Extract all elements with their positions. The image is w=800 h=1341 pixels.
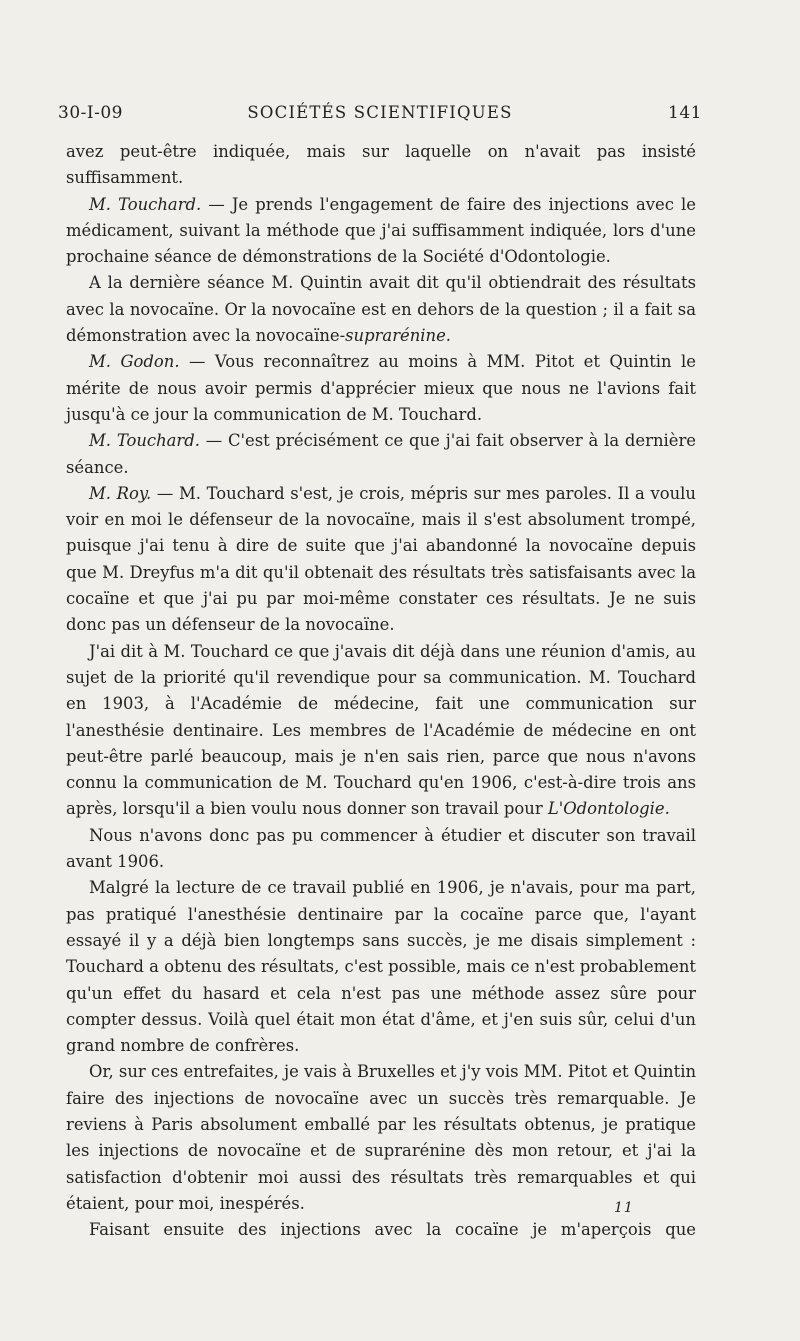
paragraph: M. Roy. — M. Touchard s'est, je crois, mépris sur mes paroles. Il a voulu voir en moi le défenseur de la novocaïne, mais il s'est absolument trompé, puisque j'ai tenu à dire de suite que j'ai abandonné la novocaïne depuis que M. Dreyfus m'a dit qu'il obtenait des résultats très satisfaisants avec la cocaïne et que j'ai pu par moi-même constater ces résultats. Je ne suis donc pas un défenseur de la novocaïne. [66, 483, 696, 635]
paragraph: avez peut-être indiquée, mais sur laquelle on n'avait pas insisté suffisamment. [66, 142, 696, 188]
signature-mark: 11 [614, 1200, 634, 1216]
speaker-name: M. Touchard. [89, 431, 200, 451]
running-head [58, 103, 702, 131]
speaker-name: M. Touchard. [89, 194, 202, 214]
paragraph: A la dernière séance M. Quintin avait dit qu'il obtiendrait des résultats avec la novocaïne. Or la novocaïne est en dehors de la question ; il a fait sa démonstration avec la novocaïne-suprarénine. [66, 273, 696, 346]
section-title: SOCIÉTÉS SCIENTIFIQUES [247, 103, 513, 122]
paragraph: M. Touchard. — Je prends l'engagement de faire des injections avec le médicament, suivant la méthode que j'ai suffisamment indiquée, lors d'une prochaine séance de démonstrations de la Société d'Odontologie. [66, 194, 696, 267]
page-number: 141 [668, 103, 702, 123]
emphasis: suprarénine. [345, 326, 451, 346]
speaker-name: M. Godon. [89, 352, 180, 372]
paragraph: Faisant ensuite des injections avec la cocaïne je m'aperçois que [89, 1220, 696, 1240]
issue-date: 30-I-09 [58, 103, 123, 123]
speaker-name: M. Roy. [89, 483, 152, 503]
emphasis: L'Odontologie. [547, 799, 670, 819]
body-text [66, 139, 696, 1243]
paragraph: J'ai dit à M. Touchard ce que j'avais dit déjà dans une réunion d'amis, au sujet de la priorité qu'il revendique pour sa communication. M. Touchard en 1903, à l'Académie de médecine, fait une communication sur l'anesthésie dentinaire. Les membres de l'Académie de médecine en ont peut-être parlé beaucoup, mais je n'en sais rien, parce que nous n'avons connu la communication de M. Touchard qu'en 1906, c'est-à-dire trois ans après, lorsqu'il a bien voulu nous donner son travail pour L'Odontologie. [66, 641, 696, 819]
paragraph: M. Godon. — Vous reconnaîtrez au moins à MM. Pitot et Quintin le mérite de nous avoir permis d'apprécier mieux que nous ne l'avions fait jusqu'à ce jour la communication de M. Touchard. [66, 352, 696, 424]
paragraph: Or, sur ces entrefaites, je vais à Bruxelles et j'y vois MM. Pitot et Quintin faire des injections de novocaïne avec un succès très remarquable. Je reviens à Paris absolument emballé par les résultats obtenus, je pratique les injections de novocaïne et de suprarénine dès mon retour, et j'ai la satisfaction d'obtenir moi aussi des résultats très remarquables et qui étaient, pour moi, inespérés. [66, 1062, 696, 1213]
paragraph: M. Touchard. — C'est précisément ce que j'ai fait observer à la dernière séance. [66, 431, 696, 477]
paragraph: Malgré la lecture de ce travail publié en 1906, je n'avais, pour ma part, pas pratiqué l'anesthésie dentinaire par la cocaïne parce que, l'ayant essayé il y a déjà bien longtemps sans succès, je me disais simplement : Touchard a obtenu des résultats, c'est possible, mais ce n'est probablement qu'un effet du hasard et cela n'est pas une méthode assez sûre pour compter dessus. Voilà quel était mon état d'âme, et j'en suis sûr, celui d'un grand nombre de confrères. [66, 878, 696, 1056]
paragraph: Nous n'avons donc pas pu commencer à étudier et discuter son travail avant 1906. [66, 825, 696, 872]
